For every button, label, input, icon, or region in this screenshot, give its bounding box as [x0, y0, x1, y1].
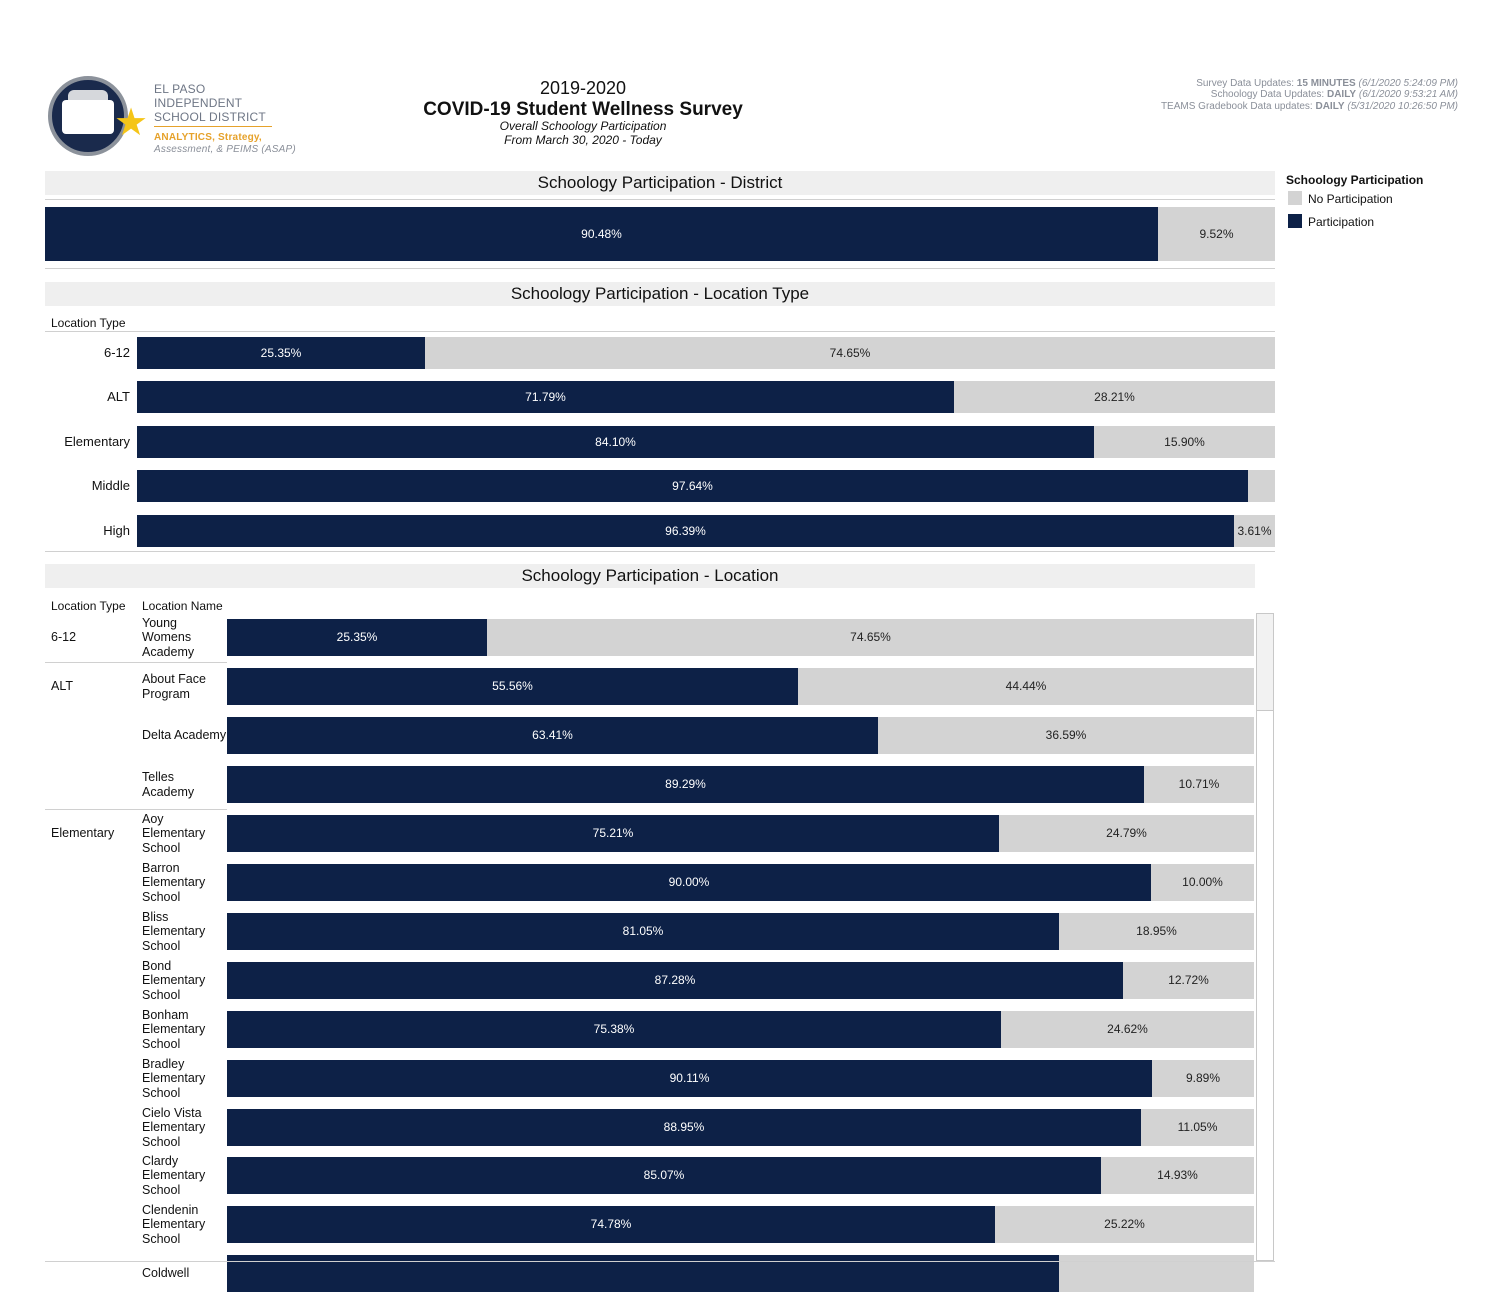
location-bar-row[interactable]: [227, 717, 1254, 754]
location-name-cell: Barron Elementary School: [142, 860, 206, 904]
participation-label-type-0: 25.35%: [260, 346, 302, 360]
location-bar-row[interactable]: [227, 1060, 1254, 1097]
location-type-column-header: Location Type: [51, 316, 126, 330]
location-scroll-area[interactable]: [45, 613, 1257, 1281]
location-name-cell: Aoy Elementary School: [142, 811, 206, 855]
participation-label-loc-6: 81.05%: [622, 924, 664, 938]
location-type-cell: ALT: [51, 679, 73, 693]
location-bar-row[interactable]: [227, 815, 1254, 852]
no-participation-label-loc-4: 24.79%: [1106, 826, 1147, 840]
report-subtitle: Overall Schoology Participation: [499, 119, 667, 133]
logo-text-line2: INDEPENDENT: [154, 96, 243, 110]
no-participation-label-type-4: 3.61%: [1237, 524, 1272, 538]
location-bar-row[interactable]: [227, 766, 1254, 803]
location-bar-row[interactable]: [227, 1109, 1254, 1146]
location-type-chart-title: Schoology Participation - Location Type: [45, 282, 1275, 306]
location-name-cell: Coldwell: [142, 1266, 190, 1281]
location-bar-row[interactable]: [227, 913, 1254, 950]
location-type-bar-row[interactable]: [137, 515, 1275, 547]
no-participation-label-loc-3: 10.71%: [1178, 777, 1220, 791]
location-name-cell: Telles Academy: [142, 770, 195, 799]
participation-label-loc-5: 90.00%: [668, 875, 710, 889]
no-participation-label-loc-5: 10.00%: [1182, 875, 1223, 889]
no-participation-label-loc-0: 74.65%: [850, 630, 891, 644]
location-type-header: Location Type: [51, 599, 126, 613]
location-type-cell: Elementary: [51, 826, 115, 840]
logo-text-line3: SCHOOL DISTRICT: [154, 110, 266, 124]
location-bar-row[interactable]: [227, 1206, 1254, 1243]
no-participation-label-type-1: 28.21%: [1094, 390, 1135, 404]
location-bar-row[interactable]: [227, 962, 1254, 999]
location-name-cell: Clardy Elementary School: [142, 1153, 206, 1197]
group-divider: [45, 662, 227, 663]
no-participation-label-loc-8: 24.62%: [1107, 1022, 1148, 1036]
no-participation-label-loc-11: 14.93%: [1157, 1168, 1198, 1182]
no-participation-label-loc-12: 25.22%: [1104, 1217, 1145, 1231]
participation-label-loc-10: 88.95%: [663, 1120, 705, 1134]
no-participation-label-loc-10: 11.05%: [1177, 1120, 1218, 1134]
participation-label-district: 90.48%: [581, 227, 622, 241]
participation-label-type-4: 96.39%: [665, 524, 706, 538]
location-name-cell: Cielo Vista Elementary School: [142, 1105, 206, 1149]
legend-swatch-participation: [1288, 214, 1302, 228]
location-type-bar-row[interactable]: [137, 381, 1275, 413]
participation-label-loc-4: 75.21%: [592, 826, 634, 840]
legend-item-participation[interactable]: Participation: [1288, 214, 1374, 229]
location-bar-row[interactable]: [227, 864, 1254, 901]
location-scrollbar[interactable]: [1256, 613, 1274, 1261]
location-name-cell: Young Womens Academy: [142, 615, 195, 659]
location-bar-row[interactable]: [227, 619, 1254, 656]
district-bar-row[interactable]: [45, 207, 1275, 261]
location-name-cell: Bradley Elementary School: [142, 1056, 206, 1100]
participation-label-loc-3: 89.29%: [665, 777, 706, 791]
location-type-label: 6-12: [103, 345, 130, 360]
district-chart-title: Schoology Participation - District: [45, 171, 1275, 195]
report-date-range: From March 30, 2020 - Today: [504, 133, 662, 147]
update-line-survey: Survey Data Updates: 15 MINUTES (6/1/2020 5:24:09 PM): [1196, 78, 1458, 89]
location-name-cell: About Face Program: [142, 672, 206, 701]
participation-label-loc-8: 75.38%: [593, 1022, 635, 1036]
location-type-bar-row[interactable]: [137, 337, 1275, 369]
legend-swatch-no-participation: [1288, 191, 1302, 205]
location-bar-row[interactable]: [227, 1011, 1254, 1048]
participation-label-loc-1: 55.56%: [492, 679, 533, 693]
location-type-label: ALT: [107, 389, 130, 404]
participation-label-loc-0: 25.35%: [336, 630, 378, 644]
logo-text-line1: EL PASO: [154, 82, 206, 96]
report-title: COVID-19 Student Wellness Survey: [423, 99, 743, 120]
location-type-bar-row[interactable]: [137, 426, 1275, 458]
logo-text-line5: Assessment, & PEIMS (ASAP): [154, 144, 296, 155]
participation-label-type-1: 71.79%: [525, 390, 566, 404]
no-participation-label-loc-6: 18.95%: [1136, 924, 1177, 938]
report-year: 2019-2020: [539, 78, 627, 98]
location-name-cell: Bliss Elementary School: [142, 909, 206, 953]
no-participation-label-type-2: 15.90%: [1164, 435, 1205, 449]
no-participation-bar-type-3[interactable]: [1248, 470, 1275, 502]
participation-label-loc-2: 63.41%: [532, 728, 573, 742]
district-logo: [44, 74, 294, 162]
participation-label-loc-9: 90.11%: [669, 1071, 710, 1085]
participation-label-type-3: 97.64%: [672, 479, 713, 493]
no-participation-label-type-0: 74.65%: [829, 346, 871, 360]
location-type-label: High: [103, 523, 130, 538]
location-bar-row[interactable]: [227, 668, 1254, 705]
location-type-label: Elementary: [64, 434, 130, 449]
group-divider: [45, 809, 227, 810]
location-type-cell: 6-12: [51, 630, 77, 644]
update-line-teams: TEAMS Gradebook Data updates: DAILY (5/31/2020 10:26:50 PM): [1160, 101, 1458, 112]
participation-label-loc-12: 74.78%: [590, 1217, 632, 1231]
participation-label-loc-7: 87.28%: [654, 973, 696, 987]
location-type-label: Middle: [91, 478, 130, 493]
legend-item-no-participation[interactable]: No Participation: [1288, 191, 1393, 206]
no-participation-label-district: 9.52%: [1199, 227, 1234, 241]
no-participation-label-loc-7: 12.72%: [1168, 973, 1209, 987]
participation-label-loc-11: 85.07%: [643, 1168, 685, 1182]
logo-text-line4: ANALYTICS, Strategy,: [154, 132, 262, 143]
no-participation-label-loc-1: 44.44%: [1005, 679, 1047, 693]
location-name-header: Location Name: [142, 599, 223, 613]
location-type-bar-row[interactable]: [137, 470, 1275, 502]
no-participation-label-loc-9: 9.89%: [1185, 1071, 1221, 1085]
star-icon: ★: [114, 102, 149, 144]
no-participation-label-loc-2: 36.59%: [1045, 728, 1087, 742]
update-line-schoology: Schoology Data Updates: DAILY (6/1/2020 9:53:21 AM): [1210, 89, 1458, 100]
location-name-cell: Clendenin Elementary School: [142, 1202, 206, 1246]
location-name-cell: Bond Elementary School: [142, 958, 206, 1002]
location-chart-title: Schoology Participation - Location: [45, 564, 1255, 588]
legend-title: Schoology Participation: [1286, 173, 1424, 187]
location-name-cell: Bonham Elementary School: [142, 1007, 206, 1051]
location-name-cell: Delta Academy: [142, 728, 227, 743]
location-bar-row[interactable]: [227, 1157, 1254, 1194]
scrollbar-thumb[interactable]: [1257, 614, 1273, 711]
participation-label-type-2: 84.10%: [595, 435, 636, 449]
